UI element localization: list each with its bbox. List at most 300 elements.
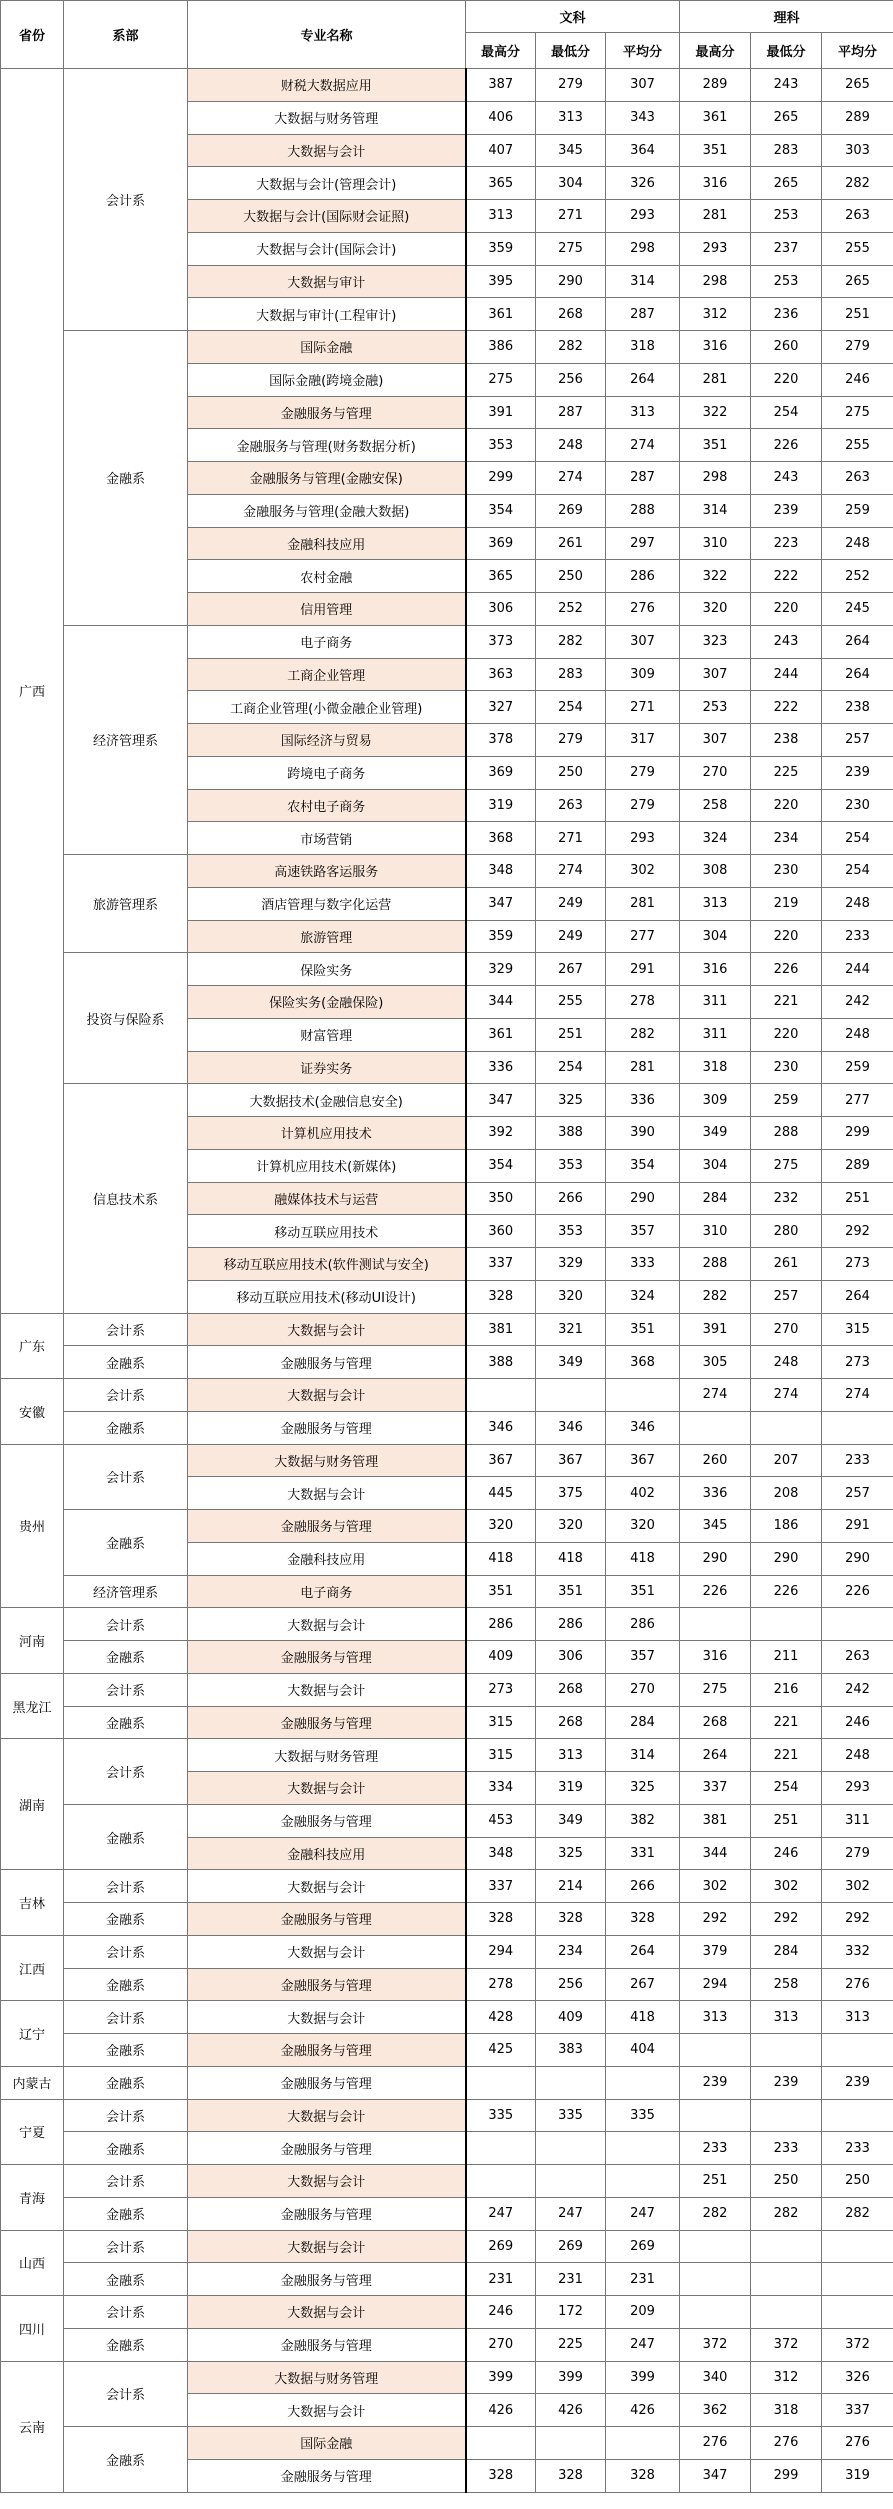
major-cell: 大数据与会计 — [188, 2099, 466, 2132]
major-cell: 金融服务与管理 — [188, 1804, 466, 1837]
li-min-cell: 236 — [751, 298, 822, 331]
li-min-cell: 239 — [751, 494, 822, 527]
wen-avg-cell: 343 — [606, 101, 680, 134]
wen-max-cell: 344 — [466, 986, 536, 1019]
wen-avg-cell: 290 — [606, 1182, 680, 1215]
major-cell: 金融服务与管理 — [188, 2066, 466, 2099]
wen-max-cell: 294 — [466, 1935, 536, 1968]
table-row — [1, 1411, 893, 1444]
major-cell: 金融服务与管理 — [188, 1411, 466, 1444]
wen-min-cell: 266 — [536, 1182, 606, 1215]
wen-max-cell: 319 — [466, 789, 536, 822]
wen-max-cell: 346 — [466, 1411, 536, 1444]
wen-avg-cell: 302 — [606, 855, 680, 888]
major-cell: 金融服务与管理 — [188, 1346, 466, 1379]
wen-avg-cell — [606, 1379, 680, 1412]
major-cell: 大数据与会计 — [188, 134, 466, 167]
wen-max-cell: 336 — [466, 1051, 536, 1084]
wen-max-cell: 418 — [466, 1542, 536, 1575]
li-avg-cell: 279 — [822, 331, 893, 364]
li-avg-cell: 257 — [822, 1477, 893, 1510]
li-avg-cell: 263 — [822, 1641, 893, 1674]
li-min-cell: 299 — [751, 2459, 822, 2492]
major-cell: 财富管理 — [188, 1018, 466, 1051]
wen-avg-cell: 293 — [606, 822, 680, 855]
wen-min-cell: 271 — [536, 200, 606, 233]
wen-avg-cell: 309 — [606, 658, 680, 691]
wen-min-cell: 325 — [536, 1084, 606, 1117]
wen-min-cell: 274 — [536, 462, 606, 495]
li-min-cell: 221 — [751, 1706, 822, 1739]
li-avg-cell: 254 — [822, 822, 893, 855]
li-max-cell: 305 — [680, 1346, 751, 1379]
wen-min-cell — [536, 2427, 606, 2460]
li-avg-cell: 276 — [822, 1968, 893, 2001]
li-min-cell: 233 — [751, 2132, 822, 2165]
wen-avg-cell: 313 — [606, 396, 680, 429]
wen-min-cell: 269 — [536, 494, 606, 527]
wen-min-cell: 225 — [536, 2328, 606, 2361]
wen-min-cell: 271 — [536, 822, 606, 855]
wen-min-cell: 275 — [536, 232, 606, 265]
wen-avg-cell: 325 — [606, 1772, 680, 1805]
major-cell: 大数据与会计(国际会计) — [188, 232, 466, 265]
wen-avg-cell — [606, 2132, 680, 2165]
table-row — [1, 1968, 893, 2001]
table-row — [1, 2197, 893, 2230]
li-avg-cell: 233 — [822, 1444, 893, 1477]
wen-avg-cell: 307 — [606, 69, 680, 102]
li-max-cell: 302 — [680, 1870, 751, 1903]
header-wen-avg: 平均分 — [606, 33, 680, 69]
li-avg-cell: 233 — [822, 920, 893, 953]
li-avg-cell: 337 — [822, 2394, 893, 2427]
li-max-cell: 322 — [680, 396, 751, 429]
table-row — [1, 1739, 893, 1772]
wen-max-cell: 367 — [466, 1444, 536, 1477]
dept-cell: 会计系 — [64, 1444, 188, 1510]
li-avg-cell: 326 — [822, 2361, 893, 2394]
major-cell: 金融服务与管理 — [188, 396, 466, 429]
wen-max-cell: 399 — [466, 2361, 536, 2394]
li-min-cell: 230 — [751, 1051, 822, 1084]
major-cell: 跨境电子商务 — [188, 756, 466, 789]
li-avg-cell: 242 — [822, 1673, 893, 1706]
wen-min-cell: 329 — [536, 1248, 606, 1281]
wen-max-cell: 320 — [466, 1510, 536, 1543]
li-avg-cell: 255 — [822, 429, 893, 462]
li-avg-cell: 315 — [822, 1313, 893, 1346]
province-cell: 安徽 — [1, 1379, 64, 1445]
wen-avg-cell: 367 — [606, 1444, 680, 1477]
li-max-cell: 313 — [680, 887, 751, 920]
li-max-cell: 314 — [680, 494, 751, 527]
table-row — [1, 1313, 893, 1346]
li-avg-cell: 233 — [822, 2132, 893, 2165]
province-cell: 广西 — [1, 69, 64, 1314]
li-min-cell: 259 — [751, 1084, 822, 1117]
li-avg-cell: 259 — [822, 494, 893, 527]
dept-cell: 经济管理系 — [64, 625, 188, 854]
wen-max-cell: 334 — [466, 1772, 536, 1805]
table-row — [1, 1510, 893, 1543]
wen-max-cell: 354 — [466, 494, 536, 527]
header-major: 专业名称 — [188, 1, 466, 69]
li-avg-cell: 291 — [822, 1510, 893, 1543]
province-cell: 吉林 — [1, 1870, 64, 1936]
table-row — [1, 1084, 893, 1117]
wen-avg-cell: 279 — [606, 789, 680, 822]
li-avg-cell: 277 — [822, 1084, 893, 1117]
major-cell: 农村电子商务 — [188, 789, 466, 822]
li-min-cell: 243 — [751, 462, 822, 495]
li-max-cell — [680, 2230, 751, 2263]
wen-avg-cell: 328 — [606, 2459, 680, 2492]
li-avg-cell — [822, 2296, 893, 2329]
li-max-cell: 226 — [680, 1575, 751, 1608]
wen-max-cell — [466, 2066, 536, 2099]
wen-max-cell: 426 — [466, 2394, 536, 2427]
li-max-cell: 290 — [680, 1542, 751, 1575]
wen-avg-cell: 317 — [606, 724, 680, 757]
table-row — [1, 2001, 893, 2034]
dept-cell: 会计系 — [64, 1935, 188, 1968]
li-avg-cell: 273 — [822, 1346, 893, 1379]
wen-max-cell: 337 — [466, 1248, 536, 1281]
province-cell: 内蒙古 — [1, 2066, 64, 2099]
wen-max-cell: 391 — [466, 396, 536, 429]
li-min-cell: 216 — [751, 1673, 822, 1706]
major-cell: 大数据与会计 — [188, 1608, 466, 1641]
li-max-cell: 239 — [680, 2066, 751, 2099]
province-cell: 云南 — [1, 2361, 64, 2492]
li-avg-cell: 276 — [822, 2427, 893, 2460]
dept-cell: 金融系 — [64, 1804, 188, 1870]
major-cell: 证券实务 — [188, 1051, 466, 1084]
wen-max-cell: 409 — [466, 1641, 536, 1674]
wen-min-cell: 214 — [536, 1870, 606, 1903]
li-avg-cell: 282 — [822, 2197, 893, 2230]
wen-max-cell: 381 — [466, 1313, 536, 1346]
li-min-cell: 282 — [751, 2197, 822, 2230]
major-cell: 大数据与会计 — [188, 2296, 466, 2329]
wen-min-cell: 282 — [536, 625, 606, 658]
dept-cell: 会计系 — [64, 2165, 188, 2198]
wen-avg-cell: 271 — [606, 691, 680, 724]
wen-max-cell: 273 — [466, 1673, 536, 1706]
province-cell: 四川 — [1, 2296, 64, 2362]
li-min-cell — [751, 2263, 822, 2296]
li-avg-cell: 282 — [822, 167, 893, 200]
wen-avg-cell: 382 — [606, 1804, 680, 1837]
li-min-cell: 253 — [751, 265, 822, 298]
wen-max-cell: 328 — [466, 1903, 536, 1936]
wen-avg-cell: 399 — [606, 2361, 680, 2394]
li-max-cell: 336 — [680, 1477, 751, 1510]
wen-max-cell: 327 — [466, 691, 536, 724]
wen-min-cell: 268 — [536, 298, 606, 331]
li-avg-cell: 274 — [822, 1379, 893, 1412]
li-max-cell: 233 — [680, 2132, 751, 2165]
li-avg-cell: 248 — [822, 527, 893, 560]
li-max-cell — [680, 2099, 751, 2132]
wen-avg-cell: 266 — [606, 1870, 680, 1903]
major-cell: 移动互联应用技术(软件测试与安全) — [188, 1248, 466, 1281]
wen-max-cell: 246 — [466, 2296, 536, 2329]
major-cell: 保险实务(金融保险) — [188, 986, 466, 1019]
li-min-cell: 288 — [751, 1117, 822, 1150]
li-max-cell: 253 — [680, 691, 751, 724]
li-max-cell: 310 — [680, 527, 751, 560]
li-max-cell: 292 — [680, 1903, 751, 1936]
li-avg-cell: 251 — [822, 298, 893, 331]
header-wen-max: 最高分 — [466, 33, 536, 69]
wen-min-cell: 249 — [536, 887, 606, 920]
province-cell: 江西 — [1, 1935, 64, 2001]
major-cell: 保险实务 — [188, 953, 466, 986]
table-row — [1, 2165, 893, 2198]
wen-avg-cell: 418 — [606, 1542, 680, 1575]
dept-cell: 金融系 — [64, 1641, 188, 1674]
wen-max-cell: 353 — [466, 429, 536, 462]
wen-min-cell: 231 — [536, 2263, 606, 2296]
wen-min-cell: 383 — [536, 2034, 606, 2067]
wen-max-cell: 315 — [466, 1706, 536, 1739]
li-min-cell: 292 — [751, 1903, 822, 1936]
li-min-cell: 250 — [751, 2165, 822, 2198]
wen-avg-cell — [606, 2427, 680, 2460]
wen-avg-cell: 293 — [606, 200, 680, 233]
dept-cell: 会计系 — [64, 1379, 188, 1412]
dept-cell: 金融系 — [64, 1346, 188, 1379]
wen-max-cell: 348 — [466, 855, 536, 888]
dept-cell: 会计系 — [64, 2361, 188, 2427]
wen-max-cell: 328 — [466, 1280, 536, 1313]
li-max-cell: 264 — [680, 1739, 751, 1772]
major-cell: 大数据与会计 — [188, 2165, 466, 2198]
major-cell: 金融科技应用 — [188, 1542, 466, 1575]
province-cell: 山西 — [1, 2230, 64, 2296]
wen-avg-cell — [606, 2165, 680, 2198]
dept-cell: 信息技术系 — [64, 1084, 188, 1313]
li-avg-cell: 226 — [822, 1575, 893, 1608]
wen-min-cell: 268 — [536, 1706, 606, 1739]
dept-cell: 金融系 — [64, 1411, 188, 1444]
li-max-cell: 323 — [680, 625, 751, 658]
dept-cell: 会计系 — [64, 1870, 188, 1903]
wen-min-cell: 313 — [536, 101, 606, 134]
li-max-cell: 316 — [680, 331, 751, 364]
major-cell: 金融服务与管理 — [188, 2132, 466, 2165]
li-avg-cell: 248 — [822, 1739, 893, 1772]
wen-min-cell: 234 — [536, 1935, 606, 1968]
wen-avg-cell: 404 — [606, 2034, 680, 2067]
li-min-cell: 239 — [751, 2066, 822, 2099]
wen-min-cell: 287 — [536, 396, 606, 429]
li-avg-cell: 332 — [822, 1935, 893, 1968]
li-min-cell: 372 — [751, 2328, 822, 2361]
li-max-cell: 284 — [680, 1182, 751, 1215]
major-cell: 大数据与会计 — [188, 2001, 466, 2034]
wen-avg-cell: 331 — [606, 1837, 680, 1870]
major-cell: 金融服务与管理 — [188, 1903, 466, 1936]
li-min-cell: 220 — [751, 363, 822, 396]
wen-max-cell: 269 — [466, 2230, 536, 2263]
table-row — [1, 2263, 893, 2296]
wen-max-cell: 247 — [466, 2197, 536, 2230]
wen-max-cell: 328 — [466, 2459, 536, 2492]
wen-avg-cell: 267 — [606, 1968, 680, 2001]
wen-min-cell: 328 — [536, 2459, 606, 2492]
wen-min-cell: 268 — [536, 1673, 606, 1706]
li-avg-cell: 263 — [822, 200, 893, 233]
wen-max-cell: 359 — [466, 920, 536, 953]
li-max-cell: 298 — [680, 462, 751, 495]
li-avg-cell: 245 — [822, 593, 893, 626]
li-max-cell: 340 — [680, 2361, 751, 2394]
wen-max-cell: 306 — [466, 593, 536, 626]
major-cell: 农村金融 — [188, 560, 466, 593]
li-max-cell: 345 — [680, 1510, 751, 1543]
wen-min-cell — [536, 2066, 606, 2099]
header-wen-min: 最低分 — [536, 33, 606, 69]
province-cell: 黑龙江 — [1, 1673, 64, 1739]
li-max-cell: 274 — [680, 1379, 751, 1412]
wen-avg-cell: 287 — [606, 462, 680, 495]
wen-min-cell: 328 — [536, 1903, 606, 1936]
table-row — [1, 1673, 893, 1706]
li-max-cell: 307 — [680, 658, 751, 691]
wen-max-cell — [466, 1379, 536, 1412]
wen-max-cell — [466, 2427, 536, 2460]
header-like: 理科 — [680, 1, 893, 33]
province-cell: 宁夏 — [1, 2099, 64, 2165]
dept-cell: 金融系 — [64, 2197, 188, 2230]
major-cell: 大数据与会计 — [188, 1673, 466, 1706]
wen-avg-cell — [606, 2066, 680, 2099]
wen-max-cell: 351 — [466, 1575, 536, 1608]
li-avg-cell: 290 — [822, 1542, 893, 1575]
li-min-cell: 207 — [751, 1444, 822, 1477]
li-min-cell: 284 — [751, 1935, 822, 1968]
li-min-cell: 248 — [751, 1346, 822, 1379]
li-min-cell: 265 — [751, 167, 822, 200]
wen-max-cell: 373 — [466, 625, 536, 658]
major-cell: 金融服务与管理 — [188, 2197, 466, 2230]
li-avg-cell: 263 — [822, 462, 893, 495]
li-max-cell — [680, 2263, 751, 2296]
li-avg-cell — [822, 2034, 893, 2067]
wen-min-cell: 250 — [536, 756, 606, 789]
wen-avg-cell: 264 — [606, 363, 680, 396]
table-row — [1, 1903, 893, 1936]
li-min-cell: 238 — [751, 724, 822, 757]
li-min-cell: 243 — [751, 625, 822, 658]
li-avg-cell: 292 — [822, 1903, 893, 1936]
table-row — [1, 2427, 893, 2460]
wen-max-cell: 335 — [466, 2099, 536, 2132]
major-cell: 金融服务与管理(金融大数据) — [188, 494, 466, 527]
table-row — [1, 2230, 893, 2263]
wen-min-cell: 345 — [536, 134, 606, 167]
wen-max-cell: 361 — [466, 298, 536, 331]
wen-max-cell: 388 — [466, 1346, 536, 1379]
li-max-cell: 309 — [680, 1084, 751, 1117]
wen-avg-cell: 390 — [606, 1117, 680, 1150]
major-cell: 大数据与会计 — [188, 1772, 466, 1805]
li-min-cell: 226 — [751, 953, 822, 986]
wen-avg-cell: 209 — [606, 2296, 680, 2329]
li-min-cell: 283 — [751, 134, 822, 167]
province-cell: 辽宁 — [1, 2001, 64, 2067]
wen-avg-cell: 286 — [606, 560, 680, 593]
wen-avg-cell: 297 — [606, 527, 680, 560]
wen-max-cell: 350 — [466, 1182, 536, 1215]
li-min-cell: 258 — [751, 1968, 822, 2001]
major-cell: 金融科技应用 — [188, 527, 466, 560]
major-cell: 国际金融(跨境金融) — [188, 363, 466, 396]
li-max-cell: 318 — [680, 1051, 751, 1084]
wen-max-cell: 369 — [466, 756, 536, 789]
table-row — [1, 953, 893, 986]
li-avg-cell: 257 — [822, 724, 893, 757]
major-cell: 金融服务与管理 — [188, 1641, 466, 1674]
wen-avg-cell: 286 — [606, 1608, 680, 1641]
wen-min-cell: 283 — [536, 658, 606, 691]
li-max-cell: 270 — [680, 756, 751, 789]
wen-min-cell: 256 — [536, 363, 606, 396]
wen-avg-cell: 346 — [606, 1411, 680, 1444]
dept-cell: 会计系 — [64, 1739, 188, 1805]
li-max-cell: 379 — [680, 1935, 751, 1968]
dept-cell: 金融系 — [64, 1510, 188, 1576]
province-cell: 贵州 — [1, 1444, 64, 1608]
dept-cell: 会计系 — [64, 1673, 188, 1706]
li-min-cell — [751, 1411, 822, 1444]
table-row — [1, 1935, 893, 1968]
wen-avg-cell: 335 — [606, 2099, 680, 2132]
wen-max-cell: 407 — [466, 134, 536, 167]
li-max-cell: 282 — [680, 1280, 751, 1313]
major-cell: 大数据与会计 — [188, 2394, 466, 2427]
dept-cell: 金融系 — [64, 2034, 188, 2067]
li-min-cell: 234 — [751, 822, 822, 855]
li-avg-cell: 230 — [822, 789, 893, 822]
li-min-cell: 243 — [751, 69, 822, 102]
wen-avg-cell: 351 — [606, 1575, 680, 1608]
wen-min-cell: 351 — [536, 1575, 606, 1608]
wen-avg-cell: 276 — [606, 593, 680, 626]
li-max-cell: 308 — [680, 855, 751, 888]
wen-max-cell: 337 — [466, 1870, 536, 1903]
li-max-cell: 311 — [680, 1018, 751, 1051]
major-cell: 金融服务与管理 — [188, 2263, 466, 2296]
dept-cell: 会计系 — [64, 2230, 188, 2263]
major-cell: 金融服务与管理(金融安保) — [188, 462, 466, 495]
li-max-cell: 276 — [680, 2427, 751, 2460]
table-row — [1, 2132, 893, 2165]
wen-avg-cell: 357 — [606, 1641, 680, 1674]
wen-avg-cell: 298 — [606, 232, 680, 265]
wen-avg-cell: 354 — [606, 1149, 680, 1182]
wen-max-cell: 275 — [466, 363, 536, 396]
dept-cell: 会计系 — [64, 1313, 188, 1346]
major-cell: 金融科技应用 — [188, 1837, 466, 1870]
dept-cell: 金融系 — [64, 2263, 188, 2296]
li-min-cell: 186 — [751, 1510, 822, 1543]
major-cell: 大数据与审计(工程审计) — [188, 298, 466, 331]
dept-cell: 金融系 — [64, 1706, 188, 1739]
